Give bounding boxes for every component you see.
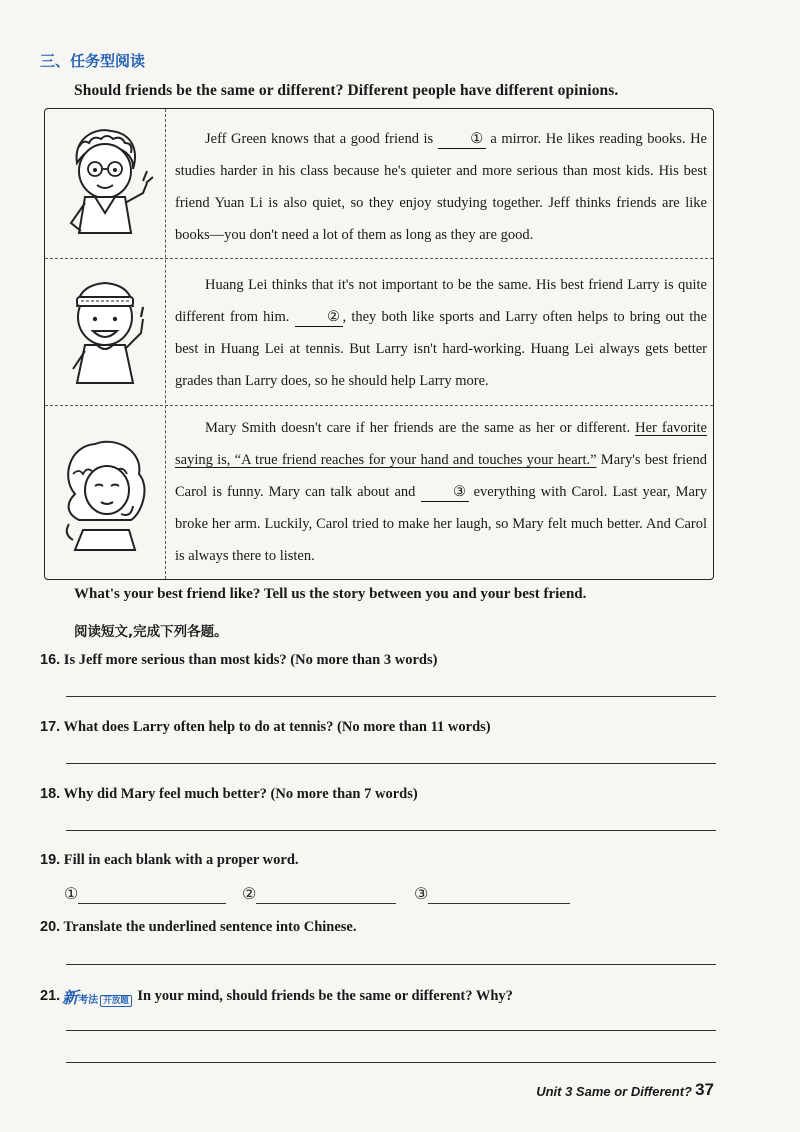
- page-number: 37: [695, 1080, 714, 1099]
- fill-blank-2[interactable]: ②: [242, 884, 396, 904]
- question-17: 17. What does Larry often help to do at tennis? (No more than 11 words): [40, 719, 491, 735]
- boy-headband-illustration: [55, 271, 155, 391]
- passage-jeff: Jeff Green knows that a good friend is ① a mirror. He likes reading books. He studies harder in his class because he's quieter and more serious than most kids. His best friend Yuan Li is also quiet, so they enjoy studying together. Jeff thinks friends are like books—you don't need a lot of them as long as they are good.: [175, 131, 707, 243]
- answer-line-21b[interactable]: [66, 1062, 716, 1063]
- girl-curly-hair-illustration: [55, 434, 155, 554]
- closing-question: What's your best friend like? Tell us the story between you and your best friend.: [74, 586, 587, 602]
- underlined-sentence: Her favorite saying is, “A true friend reaches for your hand and touches your heart.”: [175, 420, 707, 468]
- fill-blank-3[interactable]: ③: [414, 884, 570, 904]
- new-exam-badge: 新考法 开放题: [62, 985, 132, 1008]
- passage-mary: Mary Smith doesn't care if her friends are the same as her or different. Her favorite saying is, “A true friend reaches for your hand and touches your heart.” Mary's best friend Carol is funny. Mary can talk about and ③ everything with Carol. Last year, Mary broke her arm. Luckily, Carol tried to make her laugh, so Mary felt much better. And Carol is always there to listen.: [175, 420, 707, 564]
- answer-line-20[interactable]: [66, 964, 716, 965]
- question-18: 18. Why did Mary feel much better? (No more than 7 words): [40, 786, 418, 802]
- passage-row-huang: [45, 258, 713, 405]
- question-16: 16. Is Jeff more serious than most kids? (No more than 3 words): [40, 652, 438, 668]
- question-19: 19. Fill in each blank with a proper word.: [40, 852, 299, 868]
- fill-blank-1[interactable]: ①: [64, 884, 226, 904]
- unit-footer: Unit 3 Same or Different?: [536, 1084, 692, 1099]
- passage-row-mary: [45, 405, 713, 580]
- answer-line-17[interactable]: [66, 763, 716, 764]
- instruction: 阅读短文,完成下列各题。: [74, 624, 228, 640]
- answer-line-21a[interactable]: [66, 1030, 716, 1031]
- question-20: 20. Translate the underlined sentence into Chinese.: [40, 919, 357, 935]
- reading-box: [44, 108, 714, 580]
- blank-2: ②: [295, 308, 343, 327]
- answer-line-18[interactable]: [66, 830, 716, 831]
- blank-3: ③: [421, 483, 469, 502]
- passage-row-jeff: [45, 109, 713, 257]
- section-title: 三、任务型阅读: [40, 52, 146, 70]
- fill-blanks-row: [64, 884, 624, 908]
- answer-line-16[interactable]: [66, 696, 716, 697]
- blank-1: ①: [438, 130, 486, 149]
- passage-huang: Huang Lei thinks that it's not important to be the same. His best friend Larry is quite different from him. ② , they both like sports and Larry often helps to bring out the best in Huang Lei at tennis. But Larry isn't hard-working. Huang Lei always gets better grades than Larry does, so he should help Larry more.: [175, 277, 707, 389]
- question-21: 21. 新考法 开放题 In your mind, should friends be the same or different? Why?: [40, 985, 513, 1008]
- column-divider: [165, 109, 166, 579]
- boy-glasses-illustration: [55, 123, 155, 243]
- intro-text: Should friends be the same or different? Different people have different opinions.: [74, 82, 619, 99]
